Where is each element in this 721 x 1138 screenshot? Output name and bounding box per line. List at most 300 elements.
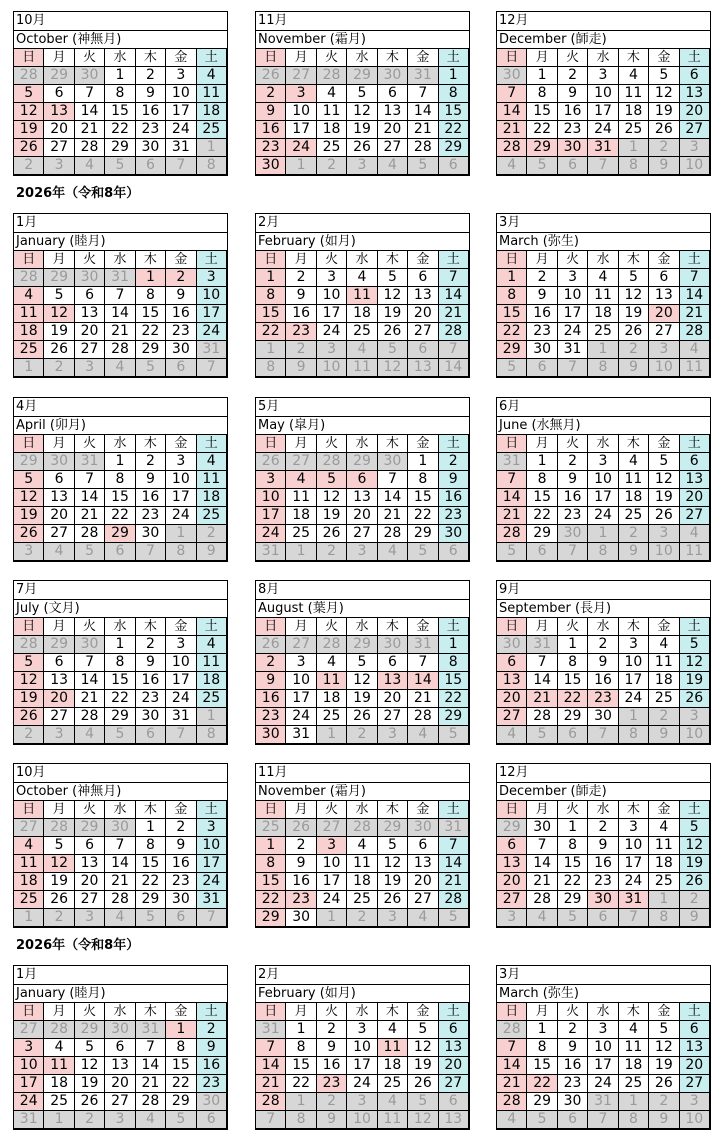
weekday-header: 水 <box>588 435 618 453</box>
day-cell-adjacent-month: 26 <box>256 636 286 654</box>
day-cell-adjacent-month: 3 <box>347 543 377 561</box>
day-cell: 29 <box>497 341 527 359</box>
weekday-header: 木 <box>135 1003 165 1021</box>
month-name-english: January (睦月) <box>16 234 106 249</box>
day-cell: 12 <box>679 654 709 672</box>
day-cell: 15 <box>527 1057 557 1075</box>
weekday-header: 火 <box>316 801 346 819</box>
day-cell: 4 <box>14 837 44 855</box>
day-cell: 19 <box>347 121 377 139</box>
day-cell-adjacent-month: 2 <box>316 543 346 561</box>
week-row <box>14 837 227 855</box>
day-cell: 4 <box>316 654 346 672</box>
day-cell-adjacent-month: 3 <box>679 139 709 157</box>
day-cell: 13 <box>408 287 438 305</box>
weekday-header: 土 <box>438 49 468 67</box>
day-cell: 27 <box>74 891 104 909</box>
day-cell: 14 <box>256 1057 286 1075</box>
month-calendar <box>255 397 470 562</box>
weekday-header: 日 <box>256 49 286 67</box>
day-cell-adjacent-month: 2 <box>618 341 648 359</box>
day-cell: 23 <box>588 873 618 891</box>
day-cell: 18 <box>196 672 226 690</box>
day-cell: 5 <box>377 837 407 855</box>
day-cell: 1 <box>557 636 587 654</box>
day-cell: 9 <box>166 837 196 855</box>
day-cell: 25 <box>618 121 648 139</box>
day-cell: 14 <box>105 855 135 873</box>
day-cell: 27 <box>105 1093 135 1111</box>
week-row <box>497 1075 710 1093</box>
day-cell: 2 <box>135 67 165 85</box>
day-cell: 17 <box>166 489 196 507</box>
weekday-header: 火 <box>316 1003 346 1021</box>
weekday-header: 木 <box>377 801 407 819</box>
month-calendar <box>496 763 711 928</box>
day-cell: 11 <box>14 855 44 873</box>
month-name-english: October (神無月) <box>16 32 122 47</box>
day-cell-adjacent-month: 2 <box>196 525 226 543</box>
day-cell: 26 <box>347 708 377 726</box>
day-cell: 18 <box>347 873 377 891</box>
day-cell: 4 <box>347 837 377 855</box>
day-cell-holiday: 2 <box>166 269 196 287</box>
day-cell-adjacent-month: 31 <box>408 67 438 85</box>
month-name-english: October (神無月) <box>16 784 122 799</box>
day-cell-holiday: 12 <box>44 855 74 873</box>
day-cell: 22 <box>527 121 557 139</box>
day-cell-holiday: 21 <box>527 690 557 708</box>
week-row <box>14 1093 227 1111</box>
weekday-header: 金 <box>166 435 196 453</box>
day-cell-adjacent-month: 1 <box>196 139 226 157</box>
day-cell-adjacent-month: 1 <box>588 341 618 359</box>
week-row <box>14 287 227 305</box>
week-row <box>14 636 227 654</box>
day-cell-adjacent-month: 3 <box>44 157 74 175</box>
day-cell: 1 <box>135 819 165 837</box>
day-cell: 25 <box>14 891 44 909</box>
day-cell: 18 <box>649 855 679 873</box>
day-cell: 5 <box>377 269 407 287</box>
day-cell-adjacent-month: 29 <box>44 67 74 85</box>
weekday-header: 木 <box>135 618 165 636</box>
day-cell-adjacent-month: 4 <box>497 157 527 175</box>
weekday-header: 木 <box>618 801 648 819</box>
day-cell: 20 <box>74 873 104 891</box>
day-cell-adjacent-month: 25 <box>256 819 286 837</box>
day-cell: 7 <box>105 287 135 305</box>
day-cell: 20 <box>377 121 407 139</box>
day-cell-holiday: 11 <box>316 672 346 690</box>
day-cell: 8 <box>438 85 468 103</box>
day-cell: 14 <box>408 103 438 121</box>
day-cell: 24 <box>166 690 196 708</box>
day-cell: 26 <box>347 139 377 157</box>
day-cell: 15 <box>408 489 438 507</box>
day-cell-adjacent-month: 1 <box>286 543 316 561</box>
day-cell: 9 <box>316 1039 346 1057</box>
week-row <box>14 103 227 121</box>
week-row <box>14 1111 227 1129</box>
day-cell-adjacent-month: 5 <box>527 1111 557 1129</box>
weekday-header: 金 <box>166 1003 196 1021</box>
day-cell: 10 <box>14 1057 44 1075</box>
weekday-header: 土 <box>438 435 468 453</box>
day-cell-holiday: 11 <box>377 1039 407 1057</box>
day-cell-adjacent-month: 29 <box>44 636 74 654</box>
weekday-header: 月 <box>286 251 316 269</box>
month-title: 1月 <box>14 966 227 985</box>
day-cell: 16 <box>166 305 196 323</box>
day-cell: 28 <box>408 708 438 726</box>
day-cell-adjacent-month: 11 <box>679 359 709 377</box>
day-cell-adjacent-month: 1 <box>588 525 618 543</box>
week-row <box>497 323 710 341</box>
day-cell: 2 <box>196 1021 226 1039</box>
day-cell: 7 <box>408 654 438 672</box>
day-cell: 6 <box>649 269 679 287</box>
day-cell-adjacent-month: 10 <box>679 1111 709 1129</box>
weekday-header: 土 <box>679 251 709 269</box>
month-calendar <box>13 965 228 1130</box>
day-cell: 30 <box>588 708 618 726</box>
day-cell-adjacent-month: 6 <box>166 359 196 377</box>
day-cell: 28 <box>527 708 557 726</box>
week-row <box>14 1039 227 1057</box>
day-cell: 1 <box>105 636 135 654</box>
day-cell: 11 <box>649 837 679 855</box>
week-row <box>14 507 227 525</box>
weekday-header: 金 <box>649 1003 679 1021</box>
weekday-header: 火 <box>74 435 104 453</box>
day-cell-adjacent-month: 1 <box>166 525 196 543</box>
day-grid <box>255 1002 469 1129</box>
day-cell-adjacent-month: 28 <box>316 67 346 85</box>
month-calendar <box>13 11 228 176</box>
day-cell: 29 <box>527 1093 557 1111</box>
day-cell: 26 <box>316 525 346 543</box>
day-cell: 28 <box>377 525 407 543</box>
day-cell-adjacent-month: 4 <box>44 543 74 561</box>
day-cell: 30 <box>166 341 196 359</box>
day-cell: 8 <box>256 287 286 305</box>
day-cell: 3 <box>347 1021 377 1039</box>
day-cell: 19 <box>377 873 407 891</box>
day-cell-adjacent-month: 4 <box>377 1093 407 1111</box>
day-cell: 30 <box>135 525 165 543</box>
month-name-english: September (長月) <box>499 601 612 616</box>
day-cell-adjacent-month: 4 <box>105 359 135 377</box>
weekday-header: 土 <box>196 251 226 269</box>
day-cell: 29 <box>135 891 165 909</box>
day-cell: 27 <box>497 891 527 909</box>
day-cell: 16 <box>135 103 165 121</box>
day-cell-holiday: 12 <box>44 305 74 323</box>
month-calendar <box>13 397 228 562</box>
day-cell: 18 <box>196 489 226 507</box>
month-calendar <box>13 213 228 378</box>
month-calendar <box>255 11 470 176</box>
weekday-header: 月 <box>44 435 74 453</box>
weekday-header: 月 <box>286 435 316 453</box>
day-cell: 26 <box>679 690 709 708</box>
day-cell: 17 <box>588 489 618 507</box>
day-cell: 12 <box>347 103 377 121</box>
weekday-header: 日 <box>497 49 527 67</box>
day-cell: 20 <box>679 1057 709 1075</box>
week-row <box>497 489 710 507</box>
day-grid <box>255 48 469 175</box>
day-cell-adjacent-month: 27 <box>286 67 316 85</box>
day-cell-holiday: 23 <box>588 690 618 708</box>
day-cell-adjacent-month: 4 <box>497 726 527 744</box>
month-calendar <box>255 580 470 745</box>
weekday-header: 土 <box>196 618 226 636</box>
day-cell: 22 <box>408 507 438 525</box>
day-cell: 7 <box>256 1039 286 1057</box>
day-cell-adjacent-month: 3 <box>316 341 346 359</box>
day-cell: 3 <box>196 819 226 837</box>
day-cell-adjacent-month: 2 <box>649 1093 679 1111</box>
day-cell: 1 <box>256 269 286 287</box>
day-cell: 16 <box>527 305 557 323</box>
weekday-header: 水 <box>347 251 377 269</box>
day-cell: 27 <box>679 121 709 139</box>
day-cell-adjacent-month: 2 <box>316 157 346 175</box>
day-cell: 21 <box>679 305 709 323</box>
day-cell: 2 <box>135 453 165 471</box>
day-cell: 20 <box>74 323 104 341</box>
day-cell: 27 <box>649 323 679 341</box>
weekday-header: 月 <box>286 801 316 819</box>
weekday-header: 月 <box>527 1003 557 1021</box>
day-cell: 20 <box>44 121 74 139</box>
day-cell: 23 <box>196 1075 226 1093</box>
day-cell: 4 <box>588 269 618 287</box>
day-cell: 28 <box>105 891 135 909</box>
weekday-header: 日 <box>497 618 527 636</box>
month-title: 10月 <box>14 12 227 31</box>
day-cell-adjacent-month: 5 <box>74 543 104 561</box>
day-cell: 12 <box>618 287 648 305</box>
day-cell-adjacent-month: 1 <box>649 891 679 909</box>
day-cell: 13 <box>679 85 709 103</box>
day-cell: 28 <box>497 525 527 543</box>
day-cell-adjacent-month: 29 <box>347 453 377 471</box>
day-cell: 17 <box>557 305 587 323</box>
day-cell: 28 <box>438 323 468 341</box>
day-cell: 29 <box>105 139 135 157</box>
day-cell: 27 <box>497 708 527 726</box>
day-cell: 11 <box>286 489 316 507</box>
day-cell: 18 <box>618 103 648 121</box>
day-cell: 13 <box>74 305 104 323</box>
day-cell: 31 <box>166 708 196 726</box>
week-row <box>256 323 469 341</box>
day-cell-adjacent-month: 26 <box>256 67 286 85</box>
weekday-header: 木 <box>135 251 165 269</box>
day-cell: 5 <box>649 1021 679 1039</box>
day-cell: 6 <box>105 1039 135 1057</box>
weekday-header: 火 <box>557 435 587 453</box>
day-cell: 17 <box>196 855 226 873</box>
day-cell: 27 <box>408 323 438 341</box>
weekday-header: 土 <box>679 618 709 636</box>
week-row <box>256 726 469 744</box>
day-cell: 28 <box>408 139 438 157</box>
week-row <box>256 67 469 85</box>
day-cell-adjacent-month: 9 <box>649 726 679 744</box>
weekday-header: 土 <box>438 1003 468 1021</box>
day-cell: 3 <box>557 269 587 287</box>
day-cell: 15 <box>135 305 165 323</box>
day-cell: 11 <box>196 471 226 489</box>
day-cell: 17 <box>166 672 196 690</box>
week-row <box>256 1039 469 1057</box>
day-cell: 15 <box>438 672 468 690</box>
weekday-header: 日 <box>14 618 44 636</box>
day-cell: 10 <box>166 654 196 672</box>
day-grid <box>13 1002 227 1129</box>
day-cell-adjacent-month: 30 <box>105 819 135 837</box>
day-cell-holiday: 6 <box>347 471 377 489</box>
week-row <box>256 103 469 121</box>
day-cell: 9 <box>135 654 165 672</box>
day-cell: 26 <box>44 341 74 359</box>
day-cell: 30 <box>438 525 468 543</box>
week-row <box>14 305 227 323</box>
day-cell-adjacent-month: 3 <box>679 708 709 726</box>
weekday-header: 木 <box>618 1003 648 1021</box>
day-cell: 3 <box>256 471 286 489</box>
month-title: 6月 <box>497 398 710 417</box>
day-cell: 31 <box>166 139 196 157</box>
day-cell: 23 <box>438 507 468 525</box>
day-cell-adjacent-month: 13 <box>438 1111 468 1129</box>
day-cell: 20 <box>497 690 527 708</box>
day-cell: 8 <box>527 1039 557 1057</box>
day-cell: 12 <box>649 471 679 489</box>
day-cell: 21 <box>497 1075 527 1093</box>
month-calendar <box>496 965 711 1130</box>
day-cell-adjacent-month: 7 <box>196 909 226 927</box>
day-cell: 5 <box>649 67 679 85</box>
week-row <box>497 672 710 690</box>
weekday-header: 水 <box>105 618 135 636</box>
day-cell: 21 <box>105 873 135 891</box>
day-cell-adjacent-month: 8 <box>166 543 196 561</box>
day-cell-adjacent-month: 9 <box>618 359 648 377</box>
day-cell-adjacent-month: 28 <box>347 819 377 837</box>
day-cell: 9 <box>557 1039 587 1057</box>
week-row <box>256 855 469 873</box>
week-row <box>14 121 227 139</box>
week-row <box>14 873 227 891</box>
week-row <box>14 359 227 377</box>
day-cell-adjacent-month: 31 <box>256 543 286 561</box>
day-cell-adjacent-month: 1 <box>286 1093 316 1111</box>
month-name-english: March (弥生) <box>499 234 579 249</box>
week-row <box>14 1057 227 1075</box>
day-cell-adjacent-month: 26 <box>256 453 286 471</box>
day-cell: 20 <box>408 873 438 891</box>
day-cell-adjacent-month: 4 <box>497 1111 527 1129</box>
day-cell-holiday: 22 <box>527 1075 557 1093</box>
day-cell-adjacent-month: 13 <box>408 359 438 377</box>
day-cell: 10 <box>196 287 226 305</box>
day-cell: 22 <box>135 873 165 891</box>
month-title: 4月 <box>14 398 227 417</box>
day-cell-adjacent-month: 12 <box>408 1111 438 1129</box>
day-cell-adjacent-month: 27 <box>316 819 346 837</box>
weekday-header: 金 <box>408 1003 438 1021</box>
day-cell-adjacent-month: 11 <box>347 359 377 377</box>
day-cell: 25 <box>196 121 226 139</box>
weekday-header: 水 <box>588 251 618 269</box>
day-cell-adjacent-month: 2 <box>316 1093 346 1111</box>
week-row <box>497 1111 710 1129</box>
day-cell-adjacent-month: 1 <box>286 157 316 175</box>
day-cell: 18 <box>14 323 44 341</box>
month-name-english: November (霜月) <box>258 784 366 799</box>
day-cell: 22 <box>286 1075 316 1093</box>
weekday-header: 月 <box>527 435 557 453</box>
day-cell: 19 <box>44 873 74 891</box>
month-name-english: July (文月) <box>16 601 80 616</box>
day-cell: 23 <box>135 121 165 139</box>
day-cell: 28 <box>438 891 468 909</box>
day-cell-adjacent-month: 3 <box>74 909 104 927</box>
day-cell: 21 <box>256 1075 286 1093</box>
weekday-header: 日 <box>256 801 286 819</box>
day-cell: 28 <box>497 139 527 157</box>
day-cell-adjacent-month: 3 <box>347 1093 377 1111</box>
week-row <box>14 654 227 672</box>
day-cell-adjacent-month: 3 <box>649 525 679 543</box>
week-row <box>497 121 710 139</box>
day-cell: 16 <box>286 305 316 323</box>
year-label: 2026年（令和8年） <box>16 938 140 953</box>
day-cell: 9 <box>527 287 557 305</box>
day-cell: 4 <box>196 67 226 85</box>
weekday-header: 木 <box>135 435 165 453</box>
day-cell-adjacent-month: 2 <box>74 1111 104 1129</box>
day-cell-adjacent-month: 31 <box>74 453 104 471</box>
day-cell: 6 <box>438 1021 468 1039</box>
month-name-english: June (水無月) <box>499 418 581 433</box>
day-cell: 26 <box>408 1075 438 1093</box>
day-cell: 7 <box>408 85 438 103</box>
day-cell-adjacent-month: 4 <box>105 909 135 927</box>
day-grid <box>496 1002 710 1129</box>
week-row <box>497 85 710 103</box>
day-cell: 17 <box>588 1057 618 1075</box>
day-cell: 26 <box>679 873 709 891</box>
day-cell: 23 <box>557 121 587 139</box>
day-cell-adjacent-month: 6 <box>438 157 468 175</box>
day-cell-adjacent-month: 1 <box>14 909 44 927</box>
day-cell: 22 <box>438 121 468 139</box>
day-cell: 23 <box>166 323 196 341</box>
day-cell: 12 <box>14 489 44 507</box>
weekday-header: 月 <box>527 801 557 819</box>
weekday-header: 月 <box>44 49 74 67</box>
day-cell: 27 <box>408 891 438 909</box>
month-title: 10月 <box>14 764 227 783</box>
day-cell: 15 <box>438 103 468 121</box>
day-cell-holiday: 30 <box>588 891 618 909</box>
